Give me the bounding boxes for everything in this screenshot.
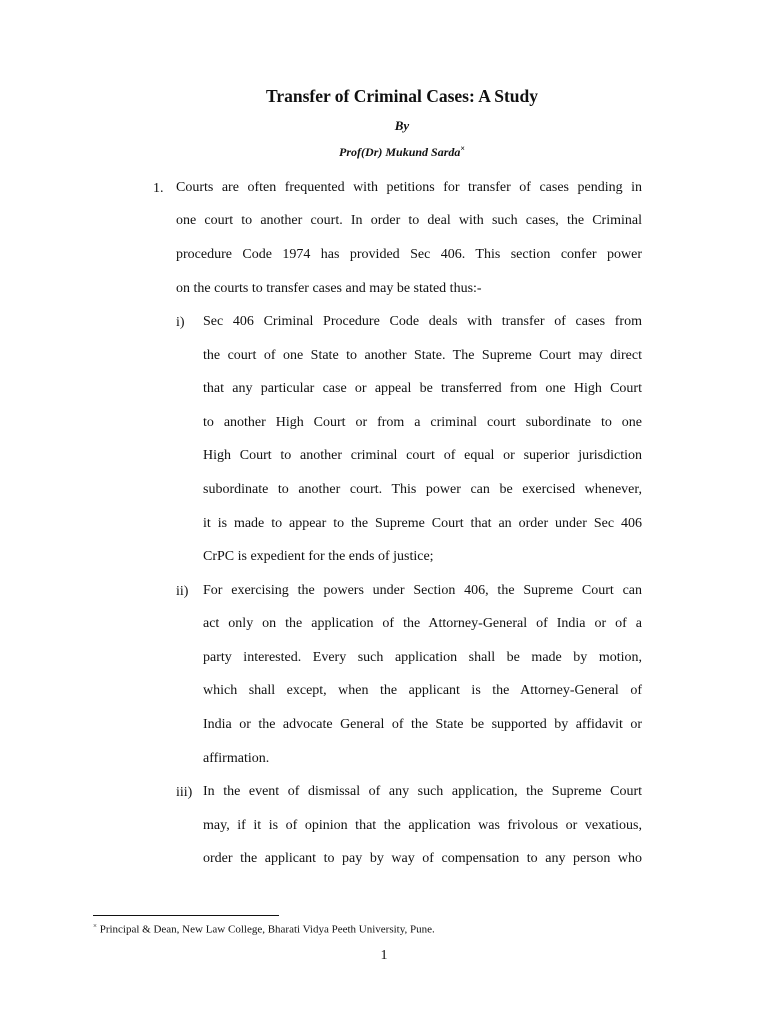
list-item-line: order the applicant to pay by way of compensation to any person who xyxy=(203,851,642,866)
list-item-line: it is made to appear to the Supreme Court that an order under Sec 406 xyxy=(203,516,642,531)
paragraph-line: one court to another court. In order to deal with such cases, the Criminal xyxy=(176,213,642,228)
paragraph-line: on the courts to transfer cases and may be stated thus:- xyxy=(176,281,482,296)
list-item-line: to another High Court or from a criminal court subordinate to one xyxy=(203,415,642,430)
list-item-line: party interested. Every such application shall be made by motion, xyxy=(203,650,642,665)
paragraph-line: procedure Code 1974 has provided Sec 406. This section confer power xyxy=(176,247,642,262)
list-item-line: the court of one State to another State. The Supreme Court may direct xyxy=(203,348,642,363)
list-item-line: In the event of dismissal of any such application, the Supreme Court xyxy=(203,784,642,799)
list-item-line: subordinate to another court. This power can be exercised whenever, xyxy=(203,482,642,497)
list-item-line: that any particular case or appeal be transferred from one High Court xyxy=(203,381,642,396)
footnote-mark: × xyxy=(93,922,97,930)
list-item-line: CrPC is expedient for the ends of justice; xyxy=(203,549,434,564)
list-item-line: Sec 406 Criminal Procedure Code deals with transfer of cases from xyxy=(203,314,642,329)
paragraph-number: 1. xyxy=(153,181,164,196)
list-item-numeral: ii) xyxy=(176,584,189,599)
list-item-line: High Court to another criminal court of equal or superior jurisdiction xyxy=(203,448,642,463)
footnote-mark: × xyxy=(460,144,465,153)
list-item-line: which shall except, when the applicant is the Attorney-General of xyxy=(203,683,642,698)
author xyxy=(0,144,768,160)
list-item-line: act only on the application of the Attorney-General of India or of a xyxy=(203,616,642,631)
paragraph-line: Courts are often frequented with petitions for transfer of cases pending in xyxy=(176,180,642,195)
footnote xyxy=(93,922,435,936)
byline: By xyxy=(394,118,410,133)
page-number: 1 xyxy=(380,948,388,963)
author-name: Prof(Dr) Mukund Sarda xyxy=(339,145,461,159)
list-item-line: may, if it is of opinion that the application was frivolous or vexatious, xyxy=(203,818,642,833)
list-item-line: India or the advocate General of the State be supported by affidavit or xyxy=(203,717,642,732)
footnote-separator xyxy=(93,915,279,916)
list-item-numeral: i) xyxy=(176,315,185,330)
list-item-numeral: iii) xyxy=(176,785,193,800)
list-item-line: affirmation. xyxy=(203,751,270,766)
document-title: Transfer of Criminal Cases: A Study xyxy=(265,86,539,106)
footnote-text: Principal & Dean, New Law College, Bharati Vidya Peeth University, Pune. xyxy=(99,923,435,936)
list-item-line: For exercising the powers under Section 406, the Supreme Court can xyxy=(203,583,642,598)
